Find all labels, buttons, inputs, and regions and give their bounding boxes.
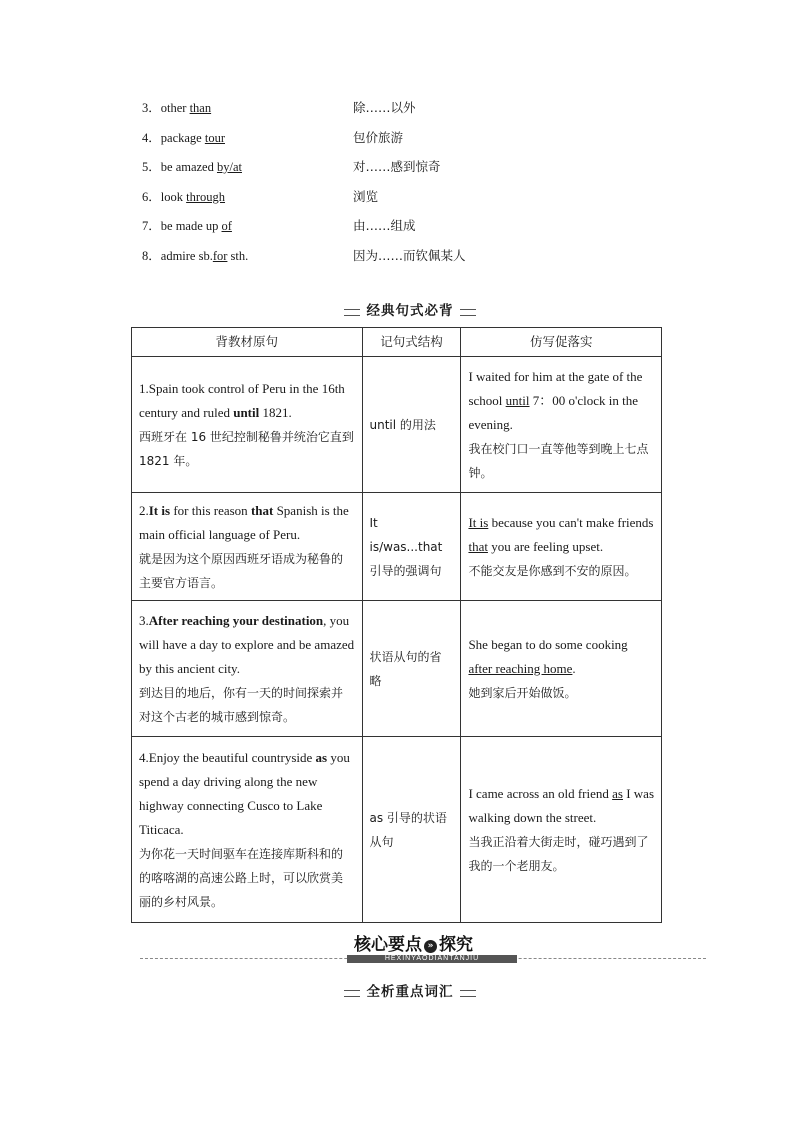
- sentence-text: 7：00 o'clock in the evening.: [468, 392, 638, 432]
- phrase-pre: admire sb.: [160, 248, 213, 263]
- banner-deco-left: [344, 990, 360, 997]
- sentence-text: , you will have a day to explore and be amazed by this ancient city.: [139, 612, 355, 676]
- bold-keyword: After reaching your destination: [148, 612, 324, 628]
- phrase-ul: for: [212, 248, 228, 263]
- arrow-icon: »: [424, 940, 437, 953]
- phrase-list: [142, 98, 662, 275]
- phrase-item: [142, 216, 662, 246]
- sentence-text: I was walking down the street.: [468, 785, 655, 825]
- imitation-cell: [461, 737, 662, 923]
- phrase-chinese: 对……感到惊奇: [353, 159, 441, 174]
- phrase-ul: of: [221, 219, 232, 233]
- chinese-translation: 她到家后开始做饭。: [468, 685, 577, 700]
- chinese-translation: 就是因为这个原因西班牙语成为秘鲁的主要官方语言。: [139, 551, 344, 590]
- banner-title: 全析重点词汇: [366, 984, 454, 1000]
- phrase-english: [142, 98, 211, 116]
- table-row: [132, 601, 662, 737]
- phrase-chinese: 除……以外: [353, 100, 416, 115]
- phrase-english: [142, 246, 248, 264]
- sentence-text: 4.Enjoy the beautiful countryside: [139, 749, 316, 765]
- phrase-item: [142, 157, 662, 187]
- sentence-text: because you can't make friends: [488, 514, 654, 530]
- bold-keyword: until: [233, 404, 260, 420]
- core-points-header: [140, 930, 706, 970]
- structure-text: as 引导的状语从句: [369, 810, 447, 849]
- sentence-text: 1.Spain took control of Peru in the 16th century and ruled: [139, 380, 345, 420]
- phrase-pre: be made up: [160, 219, 222, 233]
- core-title-a: 核心要点: [354, 935, 422, 955]
- sentence-text: I waited for him at the gate of the school: [468, 368, 643, 408]
- phrase-english: [142, 157, 242, 175]
- structure-cell: [362, 493, 461, 601]
- underlined-keyword: It is: [468, 514, 489, 530]
- sentence-text: 1821.: [259, 404, 292, 420]
- phrase-num: 3．: [142, 101, 161, 115]
- underlined-keyword: as: [612, 785, 623, 801]
- chinese-translation: 当我正沿着大街走时，碰巧遇到了我的一个老朋友。: [468, 834, 649, 873]
- phrase-english: [142, 128, 225, 146]
- underlined-keyword: after reaching home: [468, 660, 573, 676]
- phrase-item: [142, 98, 662, 128]
- original-sentence-cell: [132, 601, 363, 737]
- table-row: [132, 357, 662, 493]
- header-original: 背教材原句: [132, 328, 363, 357]
- phrase-chinese: 由……组成: [353, 218, 416, 233]
- sentence-text: .: [572, 660, 576, 676]
- sentence-text: for this reason: [170, 502, 251, 518]
- phrase-pre: be amazed: [160, 160, 217, 174]
- underlined-keyword: that: [468, 538, 488, 554]
- phrase-chinese: 因为……而钦佩某人: [353, 247, 466, 263]
- sentence-text: you spend a day driving along the new highway connecting Cusco to Lake Titicaca.: [139, 749, 350, 837]
- phrase-item: [142, 128, 662, 158]
- original-sentence-cell: [132, 357, 363, 493]
- banner-deco-left: [344, 309, 360, 316]
- header-imitation: 仿写促落实: [461, 328, 662, 357]
- original-sentence-cell: [132, 737, 363, 923]
- chinese-translation: 西班牙在 16 世纪控制秘鲁并统治它直到 1821 年。: [139, 429, 354, 468]
- imitation-cell: [461, 357, 662, 493]
- sentence-text: I came across an old friend: [468, 785, 613, 801]
- phrase-english: [142, 187, 225, 205]
- core-subtitle: HEXINYAODIANTANJIU: [347, 955, 517, 963]
- underlined-keyword: until: [505, 392, 530, 408]
- banner-deco-right: [460, 990, 476, 997]
- chinese-translation: 不能交友是你感到不安的原因。: [468, 563, 637, 578]
- phrase-chinese: 包价旅游: [353, 129, 404, 145]
- section-banner-vocab: [340, 980, 480, 1000]
- phrase-num: 6．: [142, 189, 161, 204]
- phrase-chinese: 浏览: [353, 188, 379, 204]
- phrase-ul: than: [189, 101, 212, 115]
- phrase-pre: other: [160, 101, 190, 115]
- table-row: [132, 737, 662, 923]
- phrase-pre: package: [160, 130, 205, 145]
- core-title: [354, 930, 473, 955]
- sentence-text: 2.: [139, 502, 149, 518]
- sentence-text: 3.: [139, 612, 149, 628]
- table-header-row: [132, 328, 662, 357]
- bold-keyword: that: [250, 502, 274, 518]
- phrase-english: [142, 216, 232, 234]
- structure-text: It is/was...that 引导的强调句: [369, 515, 443, 578]
- phrase-num: 5．: [142, 160, 161, 174]
- chinese-translation: 为你花一天时间驱车在连接库斯科和的的喀喀湖的高速公路上时，可以欣赏美丽的乡村风景。: [139, 846, 344, 909]
- imitation-cell: [461, 493, 662, 601]
- structure-cell: [362, 601, 461, 737]
- imitation-cell: [461, 601, 662, 737]
- bold-keyword: as: [315, 749, 328, 765]
- phrase-pre: look: [160, 189, 187, 204]
- phrase-item: [142, 187, 662, 217]
- sentence-table: [131, 327, 662, 923]
- phrase-ul: tour: [204, 130, 225, 145]
- original-sentence-cell: [132, 493, 363, 601]
- structure-cell: [362, 737, 461, 923]
- phrase-num: 8．: [142, 248, 161, 263]
- phrase-ul: through: [186, 189, 226, 204]
- structure-text: until 的用法: [369, 417, 436, 432]
- phrase-item: [142, 246, 662, 276]
- banner-title: 经典句式必背: [366, 303, 454, 319]
- banner-deco-right: [460, 309, 476, 316]
- phrase-ul: by/at: [216, 160, 242, 174]
- table-row: [132, 493, 662, 601]
- header-structure: 记句式结构: [362, 328, 461, 357]
- sentence-text: Spanish is the main official language of Peru.: [139, 502, 349, 542]
- sentence-text: She began to do some cooking: [468, 636, 628, 652]
- phrase-post: sth.: [227, 248, 249, 263]
- phrase-num: 4．: [142, 130, 161, 145]
- section-banner-sentences: [340, 299, 480, 319]
- sentence-text: you are feeling upset.: [487, 538, 604, 554]
- core-title-b: 探究: [439, 935, 473, 955]
- phrase-num: 7．: [142, 219, 161, 233]
- structure-text: 状语从句的省略: [369, 649, 442, 688]
- bold-keyword: It is: [148, 502, 171, 518]
- chinese-translation: 我在校门口一直等他等到晚上七点钟。: [468, 441, 649, 480]
- structure-cell: [362, 357, 461, 493]
- chinese-translation: 到达目的地后，你有一天的时间探索并对这个古老的城市感到惊奇。: [139, 685, 344, 724]
